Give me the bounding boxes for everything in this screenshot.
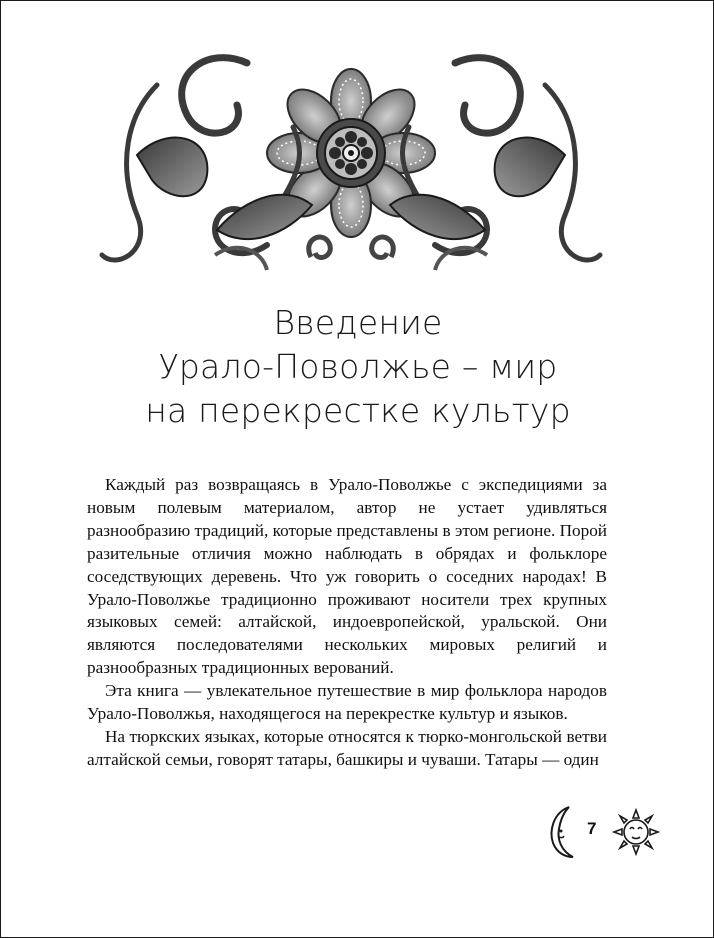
- title-line-1: Введение: [273, 303, 443, 342]
- sun-face-icon: [611, 807, 661, 857]
- crescent-moon-icon: [547, 805, 577, 859]
- title-line-3: на перекрестке культур: [145, 391, 571, 430]
- chapter-title: [1, 301, 714, 433]
- body-text: [87, 474, 607, 772]
- paragraph-2: Эта книга — увлекательное путешествие в мир фольклора народов Урало-Поволжья, находящегося на перекрестке культур и языков.: [87, 681, 607, 724]
- folk-floral-ornament-icon: [97, 45, 605, 277]
- page-footer: [541, 797, 671, 867]
- title-line-2: Урало-Поволжье – мир: [158, 347, 558, 386]
- page-number: 7: [587, 819, 597, 838]
- paragraph-3: На тюркских языках, которые относятся к тюрко-монгольской ветви алтайской семьи, говорят татары, башкиры и чуваши. Татары — один: [87, 726, 607, 769]
- paragraph-1: Каждый раз возвращаясь в Урало-Поволжье с экспедициями за новым полевым материалом, автор не устает удивляться разнообразию традиций, которые представлены в этом регионе. Порой разительные отличия можно наблюдать в обрядах и фольклоре соседствующих деревень. Что уж говорить о соседних народах! В Урало-Поволжье традиционно проживают носители трех крупных языковых семей: алтайской, индоевропейской, уральской. Они являются последователями нескольких мировых религий и разнообразных традиционных верований.: [87, 475, 607, 678]
